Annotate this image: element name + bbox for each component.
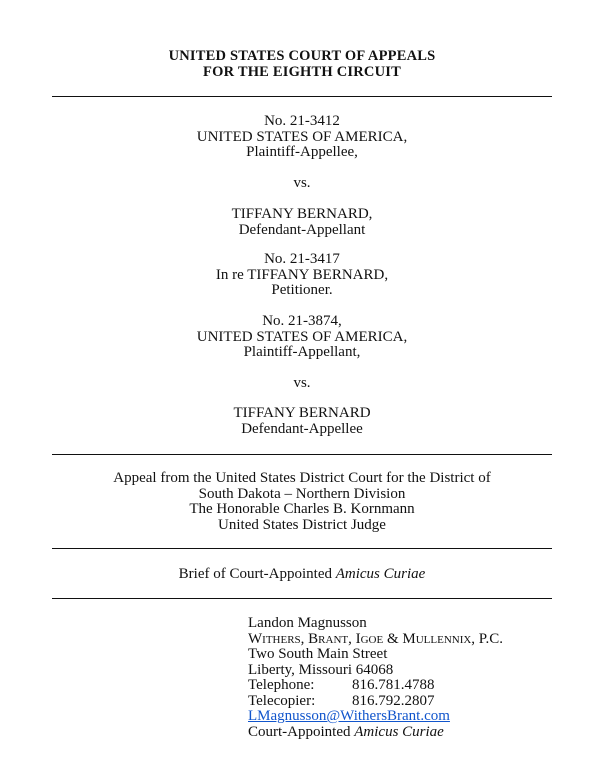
counsel-name: Landon Magnusson: [248, 615, 367, 631]
appeal-line-4: United States District Judge: [218, 516, 386, 533]
case-caption-1-defendant: [52, 207, 552, 238]
party-role: Defendant-Appellant: [238, 221, 366, 238]
counsel-role-italic: Amicus Curiae: [354, 723, 444, 740]
counsel-role: [248, 725, 503, 741]
case-number: No. 21-3874,: [262, 313, 342, 329]
case-caption-1: [52, 114, 552, 161]
top-divider: [52, 96, 552, 97]
appeal-line-1: Appeal from the United States District Court for the District of: [113, 470, 491, 486]
case-number: No. 21-3412: [264, 113, 340, 129]
city-state-zip: Liberty, Missouri 64068: [248, 661, 394, 678]
appeal-line-2: South Dakota – Northern Division: [198, 485, 406, 502]
appeal-line-3: The Honorable Charles B. Kornmann: [189, 501, 415, 517]
email-link[interactable]: LMagnusson@WithersBrant.com: [248, 708, 450, 724]
caption-divider: [52, 454, 552, 455]
brief-title-italic: Amicus Curiae: [335, 566, 426, 582]
court-title: [52, 48, 552, 80]
telecopier-row: [248, 694, 503, 710]
telephone-row: [248, 678, 503, 694]
court-title-line-1: UNITED STATES COURT OF APPEALS: [168, 48, 436, 64]
party-name: In re TIFFANY BERNARD,: [215, 266, 389, 283]
telecopier-label: Telecopier:: [248, 692, 316, 709]
court-title-line-2: FOR THE EIGHTH CIRCUIT: [203, 64, 401, 80]
party-name: TIFFANY BERNARD,: [231, 206, 373, 222]
party-name: TIFFANY BERNARD: [233, 405, 371, 421]
street-address: Two South Main Street: [248, 646, 388, 662]
brief-divider: [52, 598, 552, 599]
versus-2: [52, 376, 552, 392]
counsel-role-prefix: Court-Appointed: [248, 723, 355, 740]
brief-title-prefix: Brief of Court-Appointed: [178, 566, 336, 582]
counsel-signature-block: [248, 616, 503, 740]
party-role: Defendant-Appellee: [241, 420, 363, 437]
appeal-information: [52, 471, 552, 533]
telephone-label: Telephone:: [248, 677, 315, 693]
telecopier-number: 816.792.2807: [352, 692, 435, 709]
versus-label: vs.: [293, 175, 311, 191]
party-role: Petitioner.: [271, 282, 333, 298]
law-firm-name: Withers, Brant, Igoe & Mullennix, P.C.: [248, 630, 503, 647]
case-caption-3-defendant: [52, 406, 552, 437]
case-caption-2: [52, 252, 552, 299]
party-name: UNITED STATES OF AMERICA,: [196, 128, 408, 145]
email-row: [248, 709, 503, 725]
party-role: Plaintiff-Appellee,: [246, 144, 358, 160]
brief-title: [52, 566, 552, 582]
party-name: UNITED STATES OF AMERICA,: [196, 328, 408, 345]
versus-1: [52, 176, 552, 192]
versus-label: vs.: [293, 375, 311, 391]
case-caption-3: [52, 314, 552, 361]
telephone-number: 816.781.4788: [352, 677, 435, 693]
case-number: No. 21-3417: [264, 251, 340, 267]
party-role: Plaintiff-Appellant,: [243, 344, 361, 360]
appeal-divider: [52, 548, 552, 549]
